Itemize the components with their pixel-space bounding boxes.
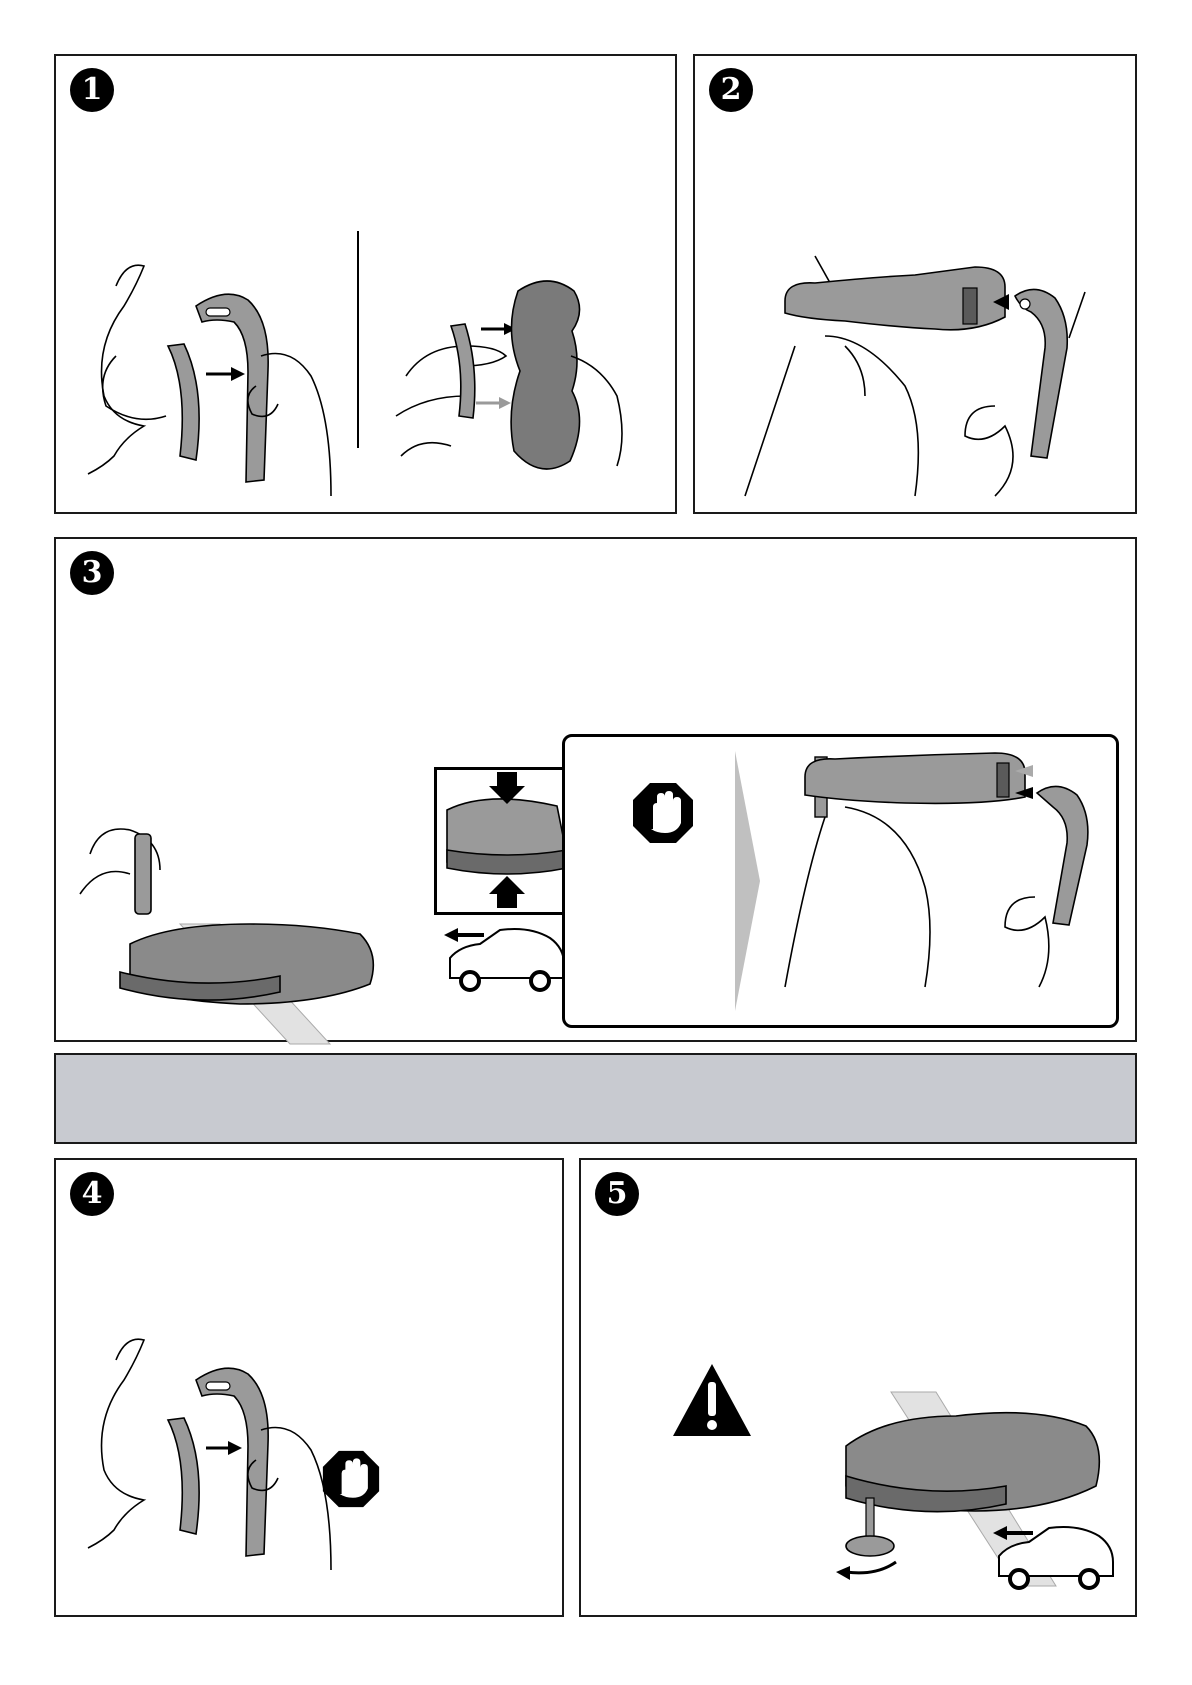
- hand-stop-icon: [321, 1449, 381, 1509]
- step-3-zoom-illustration: [437, 770, 577, 912]
- step-3-number: 3: [70, 551, 114, 595]
- step-1-number: 1: [70, 68, 114, 112]
- car-direction-icon: [440, 923, 570, 993]
- step-4-illustration: [56, 1160, 566, 1619]
- step-2-illustration: [695, 56, 1139, 516]
- hand-stop-icon: [631, 781, 695, 845]
- step-3-warning-box: [562, 734, 1119, 1028]
- step-3-divider-arrow: [735, 751, 765, 1011]
- step-1-panel: [54, 54, 677, 514]
- step-3-foot-illustration: [70, 794, 370, 1044]
- step-3-panel: [54, 537, 1137, 1042]
- step-1-illustration: [56, 56, 679, 516]
- step-4-number: 4: [70, 1172, 114, 1216]
- step-5-panel: [579, 1158, 1137, 1617]
- step-2-number: 2: [709, 68, 753, 112]
- step-3-zoom-box: [434, 767, 580, 915]
- step-2-panel: [693, 54, 1137, 514]
- step-5-number: 5: [595, 1172, 639, 1216]
- step-3-inset-illustration: [785, 747, 1115, 1007]
- warning-triangle-icon: [671, 1362, 753, 1438]
- info-band: [54, 1053, 1137, 1144]
- car-direction-icon: [989, 1521, 1119, 1591]
- step-4-panel: [54, 1158, 564, 1617]
